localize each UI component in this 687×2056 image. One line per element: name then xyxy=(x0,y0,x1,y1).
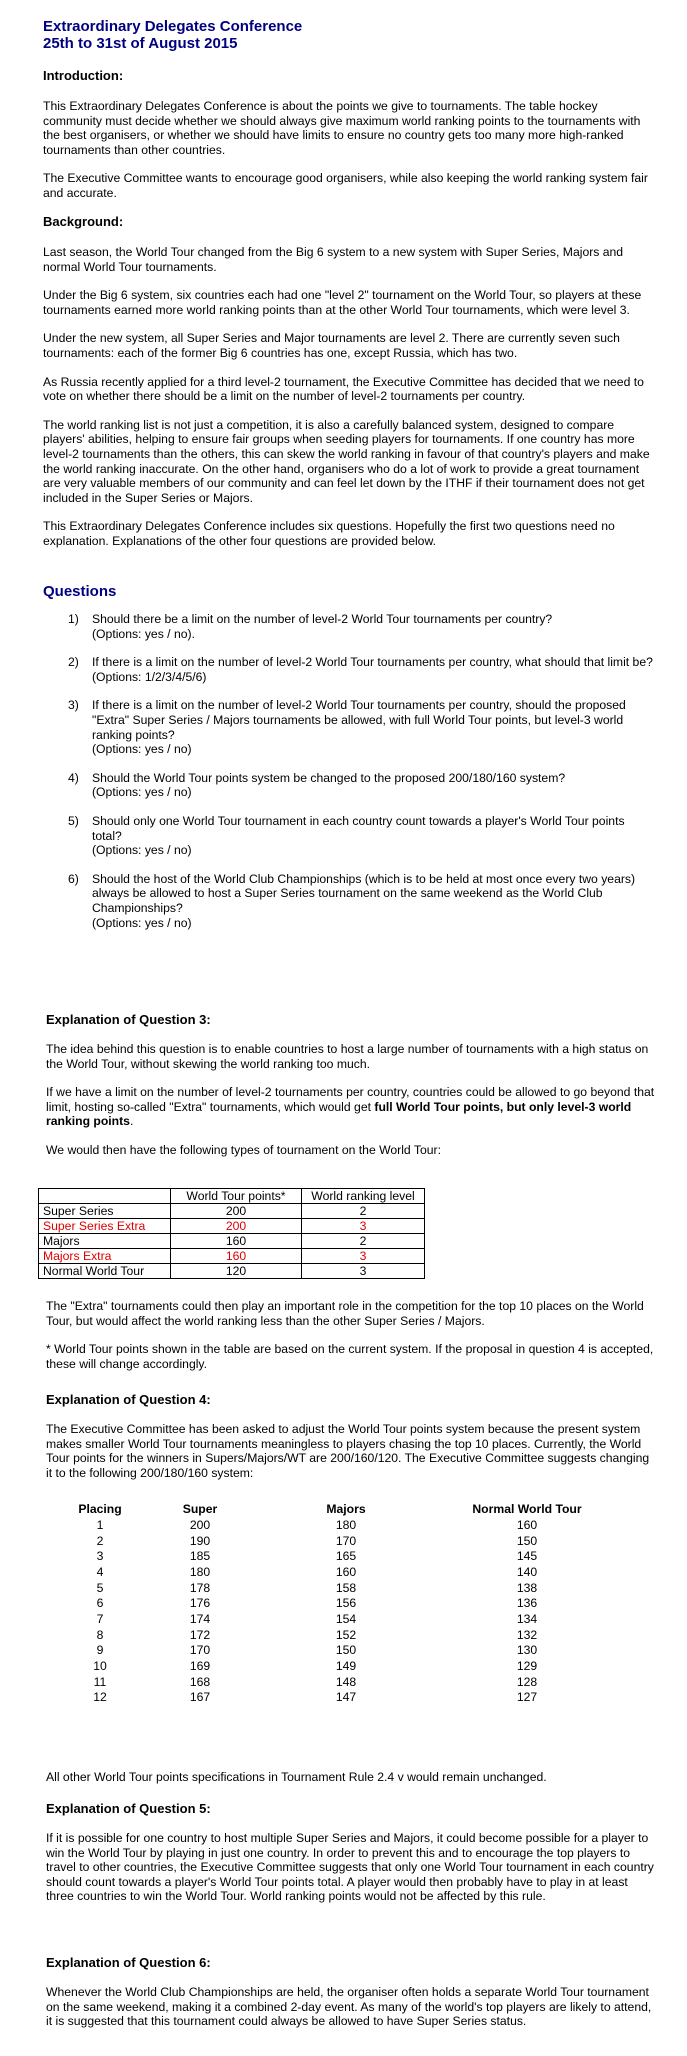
majors-points-cell: 154 xyxy=(335,1611,357,1626)
world-ranking-level: 2 xyxy=(302,1234,425,1249)
placing-cell: 8 xyxy=(96,1627,104,1642)
question-options: (Options: 1/2/3/4/5/6) xyxy=(92,669,207,684)
normal-points-cell: 128 xyxy=(516,1674,538,1689)
world-tour-points: 200 xyxy=(171,1219,302,1234)
question-options: (Options: yes / no) xyxy=(92,742,192,757)
super-points-cell: 170 xyxy=(189,1643,211,1658)
question-4-heading: Explanation of Question 4: xyxy=(46,1392,211,1407)
table-row xyxy=(70,1533,632,1549)
question-number: 4) xyxy=(68,770,79,785)
introduction-heading: Introduction: xyxy=(43,68,124,83)
background-paragraph-6: This Extraordinary Delegates Conference includes six questions. Hopefully the first two questions need no explanation. Explanations of the other four questions are provided below. xyxy=(43,519,615,548)
table-header-row xyxy=(70,1500,632,1517)
majors-points-cell: 152 xyxy=(335,1627,357,1642)
majors-points-cell: 160 xyxy=(335,1564,357,1579)
super-points-cell: 167 xyxy=(189,1690,211,1705)
super-points-cell: 176 xyxy=(189,1596,211,1611)
super-points-cell: 178 xyxy=(189,1580,211,1595)
question-item xyxy=(43,655,655,684)
normal-points-cell: 150 xyxy=(516,1533,538,1548)
question-options: (Options: yes / no). xyxy=(92,626,195,641)
table-row xyxy=(39,1249,425,1264)
question-item xyxy=(43,771,655,800)
table-row xyxy=(70,1580,632,1596)
question-3-paragraph-1: The idea behind this question is to enable countries to host a large number of tournaments with a high status on the World Tour, without skewing the world ranking too much. xyxy=(46,1042,649,1071)
question-3-notes xyxy=(46,1299,658,1371)
table-header-cell: Placing xyxy=(78,1501,122,1516)
question-text: Should only one World Tour tournament in each country count towards a player's World Tour points total? xyxy=(92,813,625,843)
table-header-cell: Normal World Tour xyxy=(472,1501,582,1516)
normal-points-cell: 140 xyxy=(516,1564,538,1579)
introduction-paragraph-1: This Extraordinary Delegates Conference is about the points we give to tournaments. The table hockey community must decide whether we should always give maximum world ranking points to the tournaments with the best organisers, or whether we should have limits to ensure no country gets too many more high-ranked tournaments than other countries. xyxy=(43,99,641,157)
question-3-paragraph-2-bold: full World Tour points, but only level-3 world ranking points xyxy=(46,1099,632,1129)
question-5-heading: Explanation of Question 5: xyxy=(46,1801,211,1816)
question-4-explanation xyxy=(46,1392,658,1480)
world-ranking-level: 3 xyxy=(302,1219,425,1234)
placing-cell: 6 xyxy=(96,1596,104,1611)
majors-points-cell: 148 xyxy=(335,1674,357,1689)
question-4-paragraph-1: The Executive Committee has been asked to adjust the World Tour points system because the present system makes smaller World Tour tournaments meaningless to players chasing the top 10 places. Currently, the World Tour points for the winners in Supers/Majors/WT are 200/160/120. The Executive Committee suggests changing it to the following 200/180/160 system: xyxy=(46,1422,650,1480)
question-5-paragraph-1: If it is possible for one country to host multiple Super Series and Majors, it could become possible for a player to win the World Tour by playing in just one country. In order to prevent this and to encourage the top players to travel to other countries, the Executive Committee suggests that only one World Tour tournament in each country should count towards a player's World Tour points total. A player would then probably have to play in at least three countries to win the World Tour. World ranking points would not be affected by this rule. xyxy=(46,1831,654,1904)
introduction-paragraph-2: The Executive Committee wants to encourage good organisers, while also keeping the world ranking system fair and accurate. xyxy=(43,171,648,200)
tournament-type: Normal World Tour xyxy=(39,1264,171,1279)
question-3-paragraph-2-start: If we have a limit on the number of level-2 tournaments per country, countries could be allowed to go beyond that limit, hosting so-called "Extra" tournaments, which would get xyxy=(46,1085,655,1114)
title-line-1: Extraordinary Delegates Conference xyxy=(43,18,303,35)
normal-points-cell: 134 xyxy=(516,1611,538,1626)
normal-points-cell: 130 xyxy=(516,1643,538,1658)
document-title xyxy=(43,18,657,52)
table-header-row xyxy=(39,1189,425,1204)
question-number: 3) xyxy=(68,698,79,713)
world-tour-points: 160 xyxy=(171,1234,302,1249)
questions-heading: Questions xyxy=(43,583,117,600)
majors-points-cell: 149 xyxy=(335,1659,357,1674)
majors-points-cell: 158 xyxy=(335,1580,357,1595)
super-points-cell: 185 xyxy=(189,1549,211,1564)
placing-cell: 11 xyxy=(93,1674,107,1689)
question-item xyxy=(43,872,655,930)
introduction-section xyxy=(43,68,655,201)
question-3-paragraph-3: We would then have the following types of tournament on the World Tour: xyxy=(46,1142,441,1157)
question-item xyxy=(43,698,655,756)
normal-points-cell: 160 xyxy=(516,1517,538,1532)
question-options: (Options: yes / no) xyxy=(92,915,192,930)
super-points-cell: 174 xyxy=(189,1611,211,1626)
world-ranking-level: 3 xyxy=(302,1264,425,1279)
super-points-cell: 168 xyxy=(189,1674,211,1689)
table-row xyxy=(70,1595,632,1611)
question-options: (Options: yes / no) xyxy=(92,785,192,800)
normal-points-cell: 127 xyxy=(516,1690,538,1705)
table-row xyxy=(39,1219,425,1234)
majors-points-cell: 150 xyxy=(335,1643,357,1658)
question-5-explanation xyxy=(46,1801,658,1904)
table-row xyxy=(70,1627,632,1643)
points-system-table xyxy=(70,1500,632,1705)
tournament-type: Majors xyxy=(39,1234,171,1249)
question-6-heading: Explanation of Question 6: xyxy=(46,1955,211,1970)
background-paragraph-1: Last season, the World Tour changed from the Big 6 system to a new system with Super Series, Majors and normal World Tour tournaments. xyxy=(43,245,624,274)
normal-points-cell: 136 xyxy=(516,1596,538,1611)
table-header-cell: World Tour points* xyxy=(171,1189,302,1204)
question-number: 5) xyxy=(68,813,79,828)
questions-list xyxy=(43,612,655,930)
background-heading: Background: xyxy=(43,214,124,229)
table-row xyxy=(70,1674,632,1690)
background-paragraph-4: As Russia recently applied for a third level-2 tournament, the Executive Committee has decided that we need to vote on whether there should be a limit on the number of level-2 tournaments per country. xyxy=(43,374,644,404)
table-header-cell: World ranking level xyxy=(302,1189,425,1204)
super-points-cell: 180 xyxy=(189,1564,211,1579)
placing-cell: 3 xyxy=(96,1549,104,1564)
normal-points-cell: 132 xyxy=(516,1627,538,1642)
question-item xyxy=(43,612,655,641)
question-text: If there is a limit on the number of level-2 World Tour tournaments per country, should the proposed "Extra" Super Series / Majors tournaments be allowed, with full World Tour points, but level-3 world ranking points? xyxy=(92,698,626,742)
table-row xyxy=(70,1548,632,1564)
question-text: Should the World Tour points system be changed to the proposed 200/180/160 system? xyxy=(92,770,566,785)
majors-points-cell: 165 xyxy=(335,1549,357,1564)
tournament-type: Majors Extra xyxy=(39,1249,171,1264)
background-paragraph-3: Under the new system, all Super Series and Major tournaments are level 2. There are currently seven such tournaments: each of the former Big 6 countries has one, except Russia, which has two. xyxy=(43,331,620,360)
placing-cell: 9 xyxy=(96,1643,104,1658)
placing-cell: 5 xyxy=(96,1580,104,1595)
table-row xyxy=(39,1204,425,1219)
majors-points-cell: 156 xyxy=(335,1596,357,1611)
question-4-note xyxy=(46,1770,658,1785)
placing-cell: 4 xyxy=(96,1564,104,1579)
question-item xyxy=(43,814,655,858)
world-tour-points: 160 xyxy=(171,1249,302,1264)
questions-section xyxy=(43,583,655,944)
table-row xyxy=(70,1611,632,1627)
super-points-cell: 190 xyxy=(189,1533,211,1548)
table-row xyxy=(39,1234,425,1249)
question-text: Should there be a limit on the number of level-2 World Tour tournaments per country? xyxy=(92,612,553,626)
table-header-cell xyxy=(39,1189,171,1204)
table-row xyxy=(70,1517,632,1533)
question-4-paragraph-2: All other World Tour points specifications in Tournament Rule 2.4 v would remain unchanged. xyxy=(46,1770,547,1784)
world-tour-points: 120 xyxy=(171,1264,302,1279)
question-3-footnote: * World Tour points shown in the table are based on the current system. If the proposal in question 4 is accepted, these will change accordingly. xyxy=(46,1342,654,1371)
majors-points-cell: 147 xyxy=(335,1690,357,1705)
placing-cell: 1 xyxy=(96,1517,104,1532)
background-paragraph-5: The world ranking list is not just a competition, it is also a carefully balanced system, designed to compare players' abilities, helping to ensure fair groups when seeding players for tournaments. If one country has more level-2 tournaments than the others, this can skew the world ranking in favour of that country's players and make the world ranking inaccurate. On the other hand, organisers who do a lot of work to provide a great tournament are very valuable members of our community and can feel let down by the ITHF if their tournament does not get included in the Super Series or Majors. xyxy=(43,417,650,505)
majors-points-cell: 170 xyxy=(335,1533,357,1548)
background-section xyxy=(43,214,655,549)
super-points-cell: 172 xyxy=(189,1627,211,1642)
question-options: (Options: yes / no) xyxy=(92,843,192,858)
question-3-heading: Explanation of Question 3: xyxy=(46,1012,211,1027)
super-points-cell: 200 xyxy=(189,1517,211,1532)
question-text: If there is a limit on the number of level-2 World Tour tournaments per country, what should that limit be? xyxy=(92,655,653,670)
tournament-types-table xyxy=(38,1188,425,1279)
table-row xyxy=(70,1658,632,1674)
world-ranking-level: 2 xyxy=(302,1204,425,1219)
majors-points-cell: 180 xyxy=(335,1517,357,1532)
tournament-type: Super Series xyxy=(39,1204,171,1219)
question-3-explanation xyxy=(46,1012,658,1158)
question-3-paragraph-2-end: . xyxy=(129,1114,134,1129)
normal-points-cell: 145 xyxy=(516,1549,538,1564)
title-line-2: 25th to 31st of August 2015 xyxy=(43,35,238,52)
question-number: 2) xyxy=(68,655,79,670)
normal-points-cell: 138 xyxy=(516,1580,538,1595)
world-ranking-level: 3 xyxy=(302,1249,425,1264)
table-row xyxy=(70,1564,632,1580)
question-number: 6) xyxy=(68,871,79,886)
table-header-cell: Majors xyxy=(326,1501,366,1516)
table-row xyxy=(39,1264,425,1279)
placing-cell: 10 xyxy=(93,1659,107,1674)
question-3-paragraph-2 xyxy=(46,1085,658,1129)
question-3-paragraph-4: The "Extra" tournaments could then play an important role in the competition for the top 10 places on the World Tour, but would affect the world ranking less than the other Super Series / Majors. xyxy=(46,1299,644,1328)
table-row xyxy=(70,1690,632,1706)
normal-points-cell: 129 xyxy=(516,1659,538,1674)
background-paragraph-2: Under the Big 6 system, six countries each had one "level 2" tournament on the World Tour, so players at these tournaments earned more world ranking points than at the other World Tour tournaments, which were level 3. xyxy=(43,288,642,317)
super-points-cell: 169 xyxy=(189,1659,211,1674)
table-row xyxy=(70,1643,632,1659)
question-text: Should the host of the World Club Championships (which is to be held at most once every two years) always be allowed to host a Super Series tournament on the same weekend as the World Club Championships? xyxy=(92,871,636,915)
placing-cell: 2 xyxy=(96,1533,104,1548)
question-6-paragraph-1: Whenever the World Club Championships are held, the organiser often holds a separate World Tour tournament on the same weekend, making it a combined 2-day event. As many of the world's top players are likely to attend, it is suggested that this tournament could always be allowed to have Super Series status. xyxy=(46,1985,652,2029)
placing-cell: 7 xyxy=(96,1611,104,1626)
world-tour-points: 200 xyxy=(171,1204,302,1219)
question-number: 1) xyxy=(68,612,79,626)
question-6-explanation xyxy=(46,1955,658,2029)
tournament-type: Super Series Extra xyxy=(39,1219,171,1234)
table-header-cell: Super xyxy=(182,1501,218,1516)
placing-cell: 12 xyxy=(93,1690,107,1705)
